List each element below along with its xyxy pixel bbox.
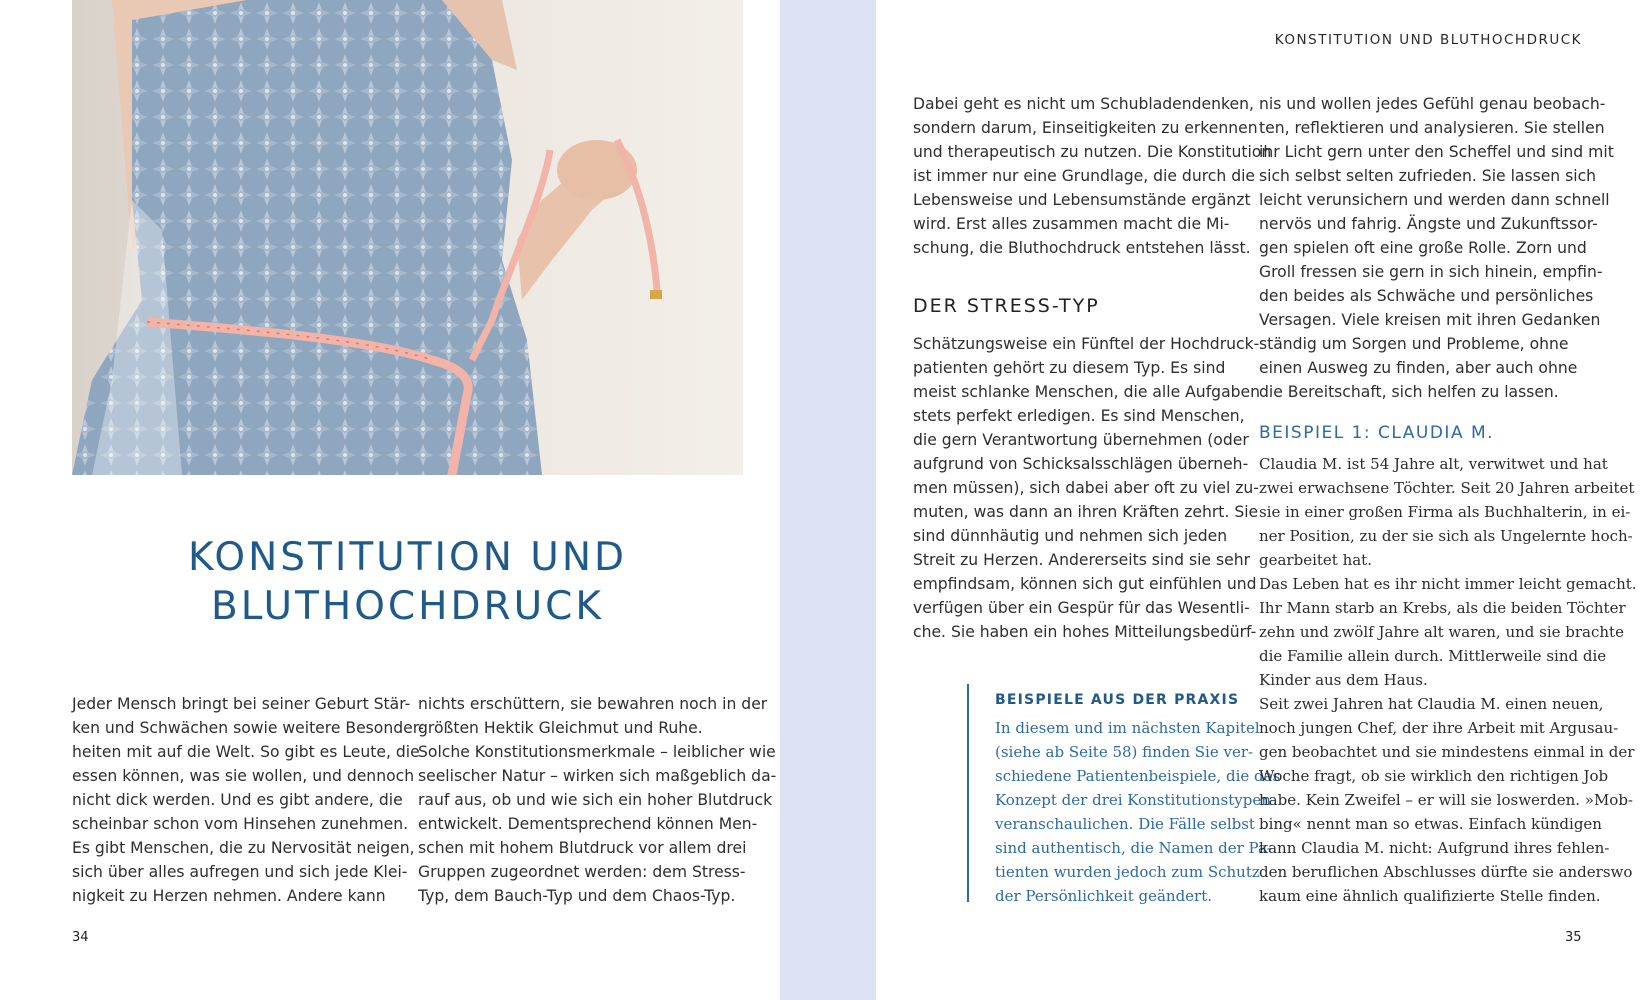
text-line: che. Sie haben ein hohes Mitteilungsbedürf- [913, 623, 1257, 641]
text-line: die gern Verantwortung übernehmen (oder [913, 431, 1249, 449]
text-line: Solche Konstitutionsmerkmale – leiblicher wie [418, 743, 776, 761]
text-line: ken und Schwächen sowie weitere Besonder- [72, 719, 424, 737]
text-line: kaum eine ähnlich qualifizierte Stelle finden. [1259, 887, 1601, 905]
text-line: men müssen), sich dabei aber oft zu viel zu- [913, 479, 1259, 497]
text-line: der Persönlichkeit geändert. [995, 887, 1213, 905]
text-line: schen mit hohem Blutdruck vor allem drei [418, 839, 747, 857]
text-line: wird. Erst alles zusammen macht die Mi- [913, 215, 1230, 233]
example-text-column [1259, 452, 1637, 908]
text-line: muten, was dann an ihren Kräften zehrt. Sie [913, 503, 1259, 521]
text-line: einen Ausweg zu finden, aber auch ohne [1259, 359, 1578, 377]
text-line: nigkeit zu Herzen nehmen. Andere kann [72, 887, 386, 905]
text-line: Dabei geht es nicht um Schubladendenken, [913, 95, 1254, 113]
text-line: ten, reflektieren und analysieren. Sie stellen [1259, 119, 1605, 137]
text-line: sind dünnhäutig und nehmen sich jeden [913, 527, 1228, 545]
example-heading: BEISPIEL 1: CLAUDIA M. [1259, 423, 1495, 443]
text-line: sind authentisch, die Namen der Pa- [995, 839, 1272, 857]
text-line: nichts erschüttern, sie bewahren noch in der [418, 695, 768, 713]
text-line: Konzept der drei Konstitutionstypen [995, 791, 1271, 809]
text-line: den beides als Schwäche und persönliches [1259, 287, 1594, 305]
chapter-title-line: KONSTITUTION UND [187, 535, 628, 580]
text-line: sich über alles aufregen und sich jede Klei- [72, 863, 408, 881]
text-line: schung, die Bluthochdruck entstehen lässt. [913, 239, 1251, 257]
text-line: verfügen über ein Gespür für das Wesentli- [913, 599, 1250, 617]
text-line: sie in einer großen Firma als Buchhalterin, in ei- [1259, 503, 1631, 521]
running-header: KONSTITUTION UND BLUTHOCHDRUCK [1274, 32, 1582, 48]
text-line: die Familie allein durch. Mittlerweile sind die [1259, 647, 1607, 665]
text-line: zehn und zwölf Jahre alt waren, und sie brachte [1259, 623, 1624, 641]
text-line: aufgrund von Schicksalsschlägen überneh- [913, 455, 1249, 473]
text-line: Ihr Mann starb an Krebs, als die beiden Töchter [1259, 599, 1626, 617]
text-line: Gruppen zugeordnet werden: dem Stress- [418, 863, 746, 881]
text-line: gen beobachtet und sie mindestens einmal in der [1259, 743, 1635, 761]
text-line: leicht verunsichern und werden dann schnell [1259, 191, 1610, 209]
text-line: veranschaulichen. Die Fälle selbst [995, 815, 1255, 833]
text-line: den beruflichen Abschlusses dürfte sie anderswo [1259, 863, 1633, 881]
chapter-title-line: BLUTHOCHDRUCK [211, 584, 604, 629]
text-line: tienten wurden jedoch zum Schutz [995, 863, 1260, 881]
body-text-column [1259, 92, 1614, 404]
text-line: Jeder Mensch bringt bei seiner Geburt Stär- [72, 695, 411, 713]
text-line: habe. Kein Zweifel – er will sie loswerden. »Mob- [1259, 791, 1634, 809]
gutter-color-band [780, 0, 876, 1000]
text-line: Das Leben hat es ihr nicht immer leicht gemacht. [1259, 575, 1637, 593]
text-line: patienten gehört zu diesem Typ. Es sind [913, 359, 1226, 377]
text-line: In diesem und im nächsten Kapitel [995, 719, 1260, 737]
text-line: Versagen. Viele kreisen mit ihren Gedanken [1259, 311, 1601, 329]
text-line: die Bereitschaft, sich helfen zu lassen. [1259, 383, 1559, 401]
text-line: ner Position, zu der sie sich als Ungelernte hoch- [1259, 527, 1633, 545]
text-line: nicht dick werden. Und es gibt andere, die [72, 791, 403, 809]
text-line: nis und wollen jedes Gefühl genau beobach- [1259, 95, 1606, 113]
chapter-title [72, 533, 743, 631]
text-line: ständig um Sorgen und Probleme, ohne [1259, 335, 1569, 353]
page-number: 35 [1565, 930, 1582, 945]
chapter-photo [72, 0, 743, 475]
text-line: rauf aus, ob und wie sich ein hoher Blutdruck [418, 791, 773, 809]
page-number: 34 [72, 930, 89, 945]
text-line: Kinder aus dem Haus. [1259, 671, 1428, 689]
text-line: stets perfekt erledigen. Es sind Menschen, [913, 407, 1245, 425]
text-line: bing« nennt man so etwas. Einfach kündigen [1259, 815, 1602, 833]
text-line: sondern darum, Einseitigkeiten zu erkennen [913, 119, 1258, 137]
text-line: schiedene Patientenbeispiele, die das [995, 767, 1281, 785]
text-line: essen können, was sie wollen, und dennoch [72, 767, 415, 785]
body-text-column [913, 332, 1260, 644]
text-line: Typ, dem Bauch-Typ und dem Chaos-Typ. [418, 887, 736, 905]
text-line: ihr Licht gern unter den Scheffel und sind mit [1259, 143, 1614, 161]
text-line: nervös und fahrig. Ängste und Zukunftssor- [1259, 215, 1598, 233]
text-line: Lebensweise und Lebensumstände ergänzt [913, 191, 1251, 209]
text-line: und therapeutisch zu nutzen. Die Konstitution [913, 143, 1272, 161]
text-line: kann Claudia M. nicht: Aufgrund ihres fehlen- [1259, 839, 1610, 857]
text-line: gearbeitet hat. [1259, 551, 1372, 569]
text-line: sich selbst selten zufrieden. Sie lassen sich [1259, 167, 1597, 185]
text-line: ist immer nur eine Grundlage, die durch die [913, 167, 1256, 185]
text-line: Woche fragt, ob sie wirklich den richtigen Job [1259, 767, 1609, 785]
text-line: Streit zu Herzen. Andererseits sind sie sehr [913, 551, 1250, 569]
body-text-column [418, 692, 776, 908]
section-heading: DER STRESS-TYP [913, 295, 1100, 317]
text-line: Groll fressen sie gern in sich hinein, empfin- [1259, 263, 1603, 281]
text-line: Claudia M. ist 54 Jahre alt, verwitwet und hat [1259, 455, 1608, 473]
text-line: heiten mit auf die Welt. So gibt es Leute, die [72, 743, 420, 761]
body-text-column [913, 92, 1271, 260]
body-text-column [72, 692, 424, 908]
text-line: meist schlanke Menschen, die alle Aufgaben [913, 383, 1261, 401]
text-line: Schätzungsweise ein Fünftel der Hochdruck- [913, 335, 1260, 353]
text-line: seelischer Natur – wirken sich maßgeblich da- [418, 767, 777, 785]
text-line: zwei erwachsene Töchter. Seit 20 Jahren arbeitet [1259, 479, 1635, 497]
info-box-text [995, 716, 1280, 908]
text-line: (siehe ab Seite 58) finden Sie ver- [995, 743, 1254, 761]
text-line: Seit zwei Jahren hat Claudia M. einen neuen, [1259, 695, 1604, 713]
text-line: empfindsam, können sich gut einfühlen und [913, 575, 1257, 593]
text-line: größten Hektik Gleichmut und Ruhe. [418, 719, 703, 737]
text-line: noch jungen Chef, der ihre Arbeit mit Argusau- [1259, 719, 1619, 737]
text-line: gen spielen oft eine große Rolle. Zorn und [1259, 239, 1587, 257]
text-line: entwickelt. Dementsprechend können Men- [418, 815, 758, 833]
text-line: scheinbar schon vom Hinsehen zunehmen. [72, 815, 409, 833]
info-box-title: BEISPIELE AUS DER PRAXIS [995, 692, 1240, 708]
text-line: Es gibt Menschen, die zu Nervosität neigen, [72, 839, 415, 857]
